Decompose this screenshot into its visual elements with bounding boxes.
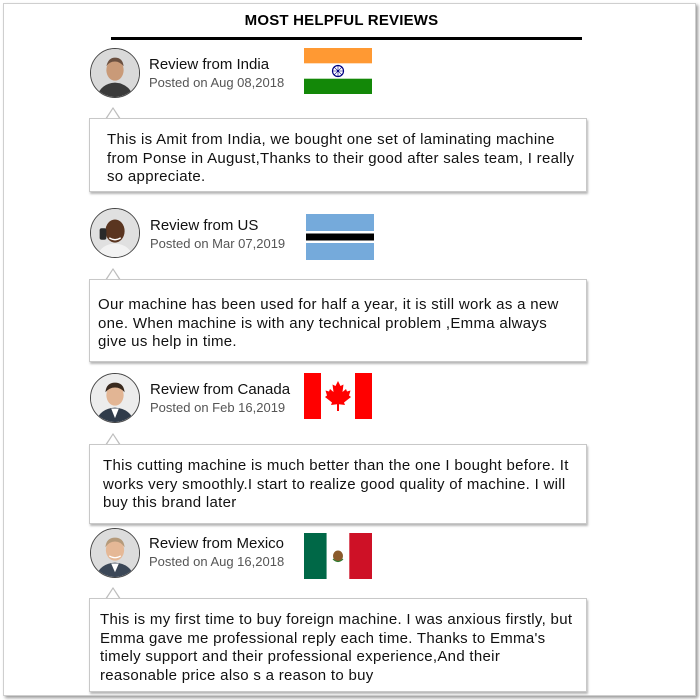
review-source: Review from US (150, 217, 259, 234)
reviewer-avatar (90, 48, 140, 98)
review-text: This is Amit from India, we bought one set of laminating machine from Ponse in August,Thanks to their good after sales team, I really so appreciate. (107, 131, 575, 185)
review-text-box (89, 444, 587, 524)
review-text-box (89, 118, 587, 192)
mexico-flag-icon (304, 533, 372, 579)
botswana-flag-icon (306, 214, 374, 260)
review-text: Our machine has been used for half a year, it is still work as a new one. When machine is with any technical problem ,Emma always give us help in time. (98, 296, 559, 350)
review-text: This cutting machine is much better than the one I bought before. It works very smoothly.I start to realize good quality of machine. I will buy this brand later (103, 457, 569, 511)
reviewer-avatar (90, 208, 140, 258)
page-title: MOST HELPFUL REVIEWS (244, 12, 439, 29)
review-text: This is my first time to buy foreign machine. I was anxious firstly, but Emma gave me professional reply each time. Thanks to Emma's timely support and their professional experience,And their reasonable price also s a reason to buy (100, 611, 573, 684)
review-source: Review from Mexico (149, 535, 285, 552)
review-text-box (89, 598, 587, 692)
canada-flag-icon (304, 373, 372, 419)
review-source: Review from Canada (150, 381, 291, 398)
review-date: Posted on Aug 08,2018 (149, 75, 285, 90)
reviewer-avatar (90, 528, 140, 578)
reviewer-avatar (90, 373, 140, 423)
review-source: Review from India (149, 56, 270, 73)
reviews-panel (3, 3, 696, 696)
review-date: Posted on Aug 16,2018 (149, 554, 285, 569)
review-date: Posted on Mar 07,2019 (150, 236, 286, 251)
review-text-box (89, 279, 587, 362)
review-date: Posted on Feb 16,2019 (150, 400, 286, 415)
title-underline (111, 37, 582, 40)
india-flag-icon (304, 48, 372, 94)
